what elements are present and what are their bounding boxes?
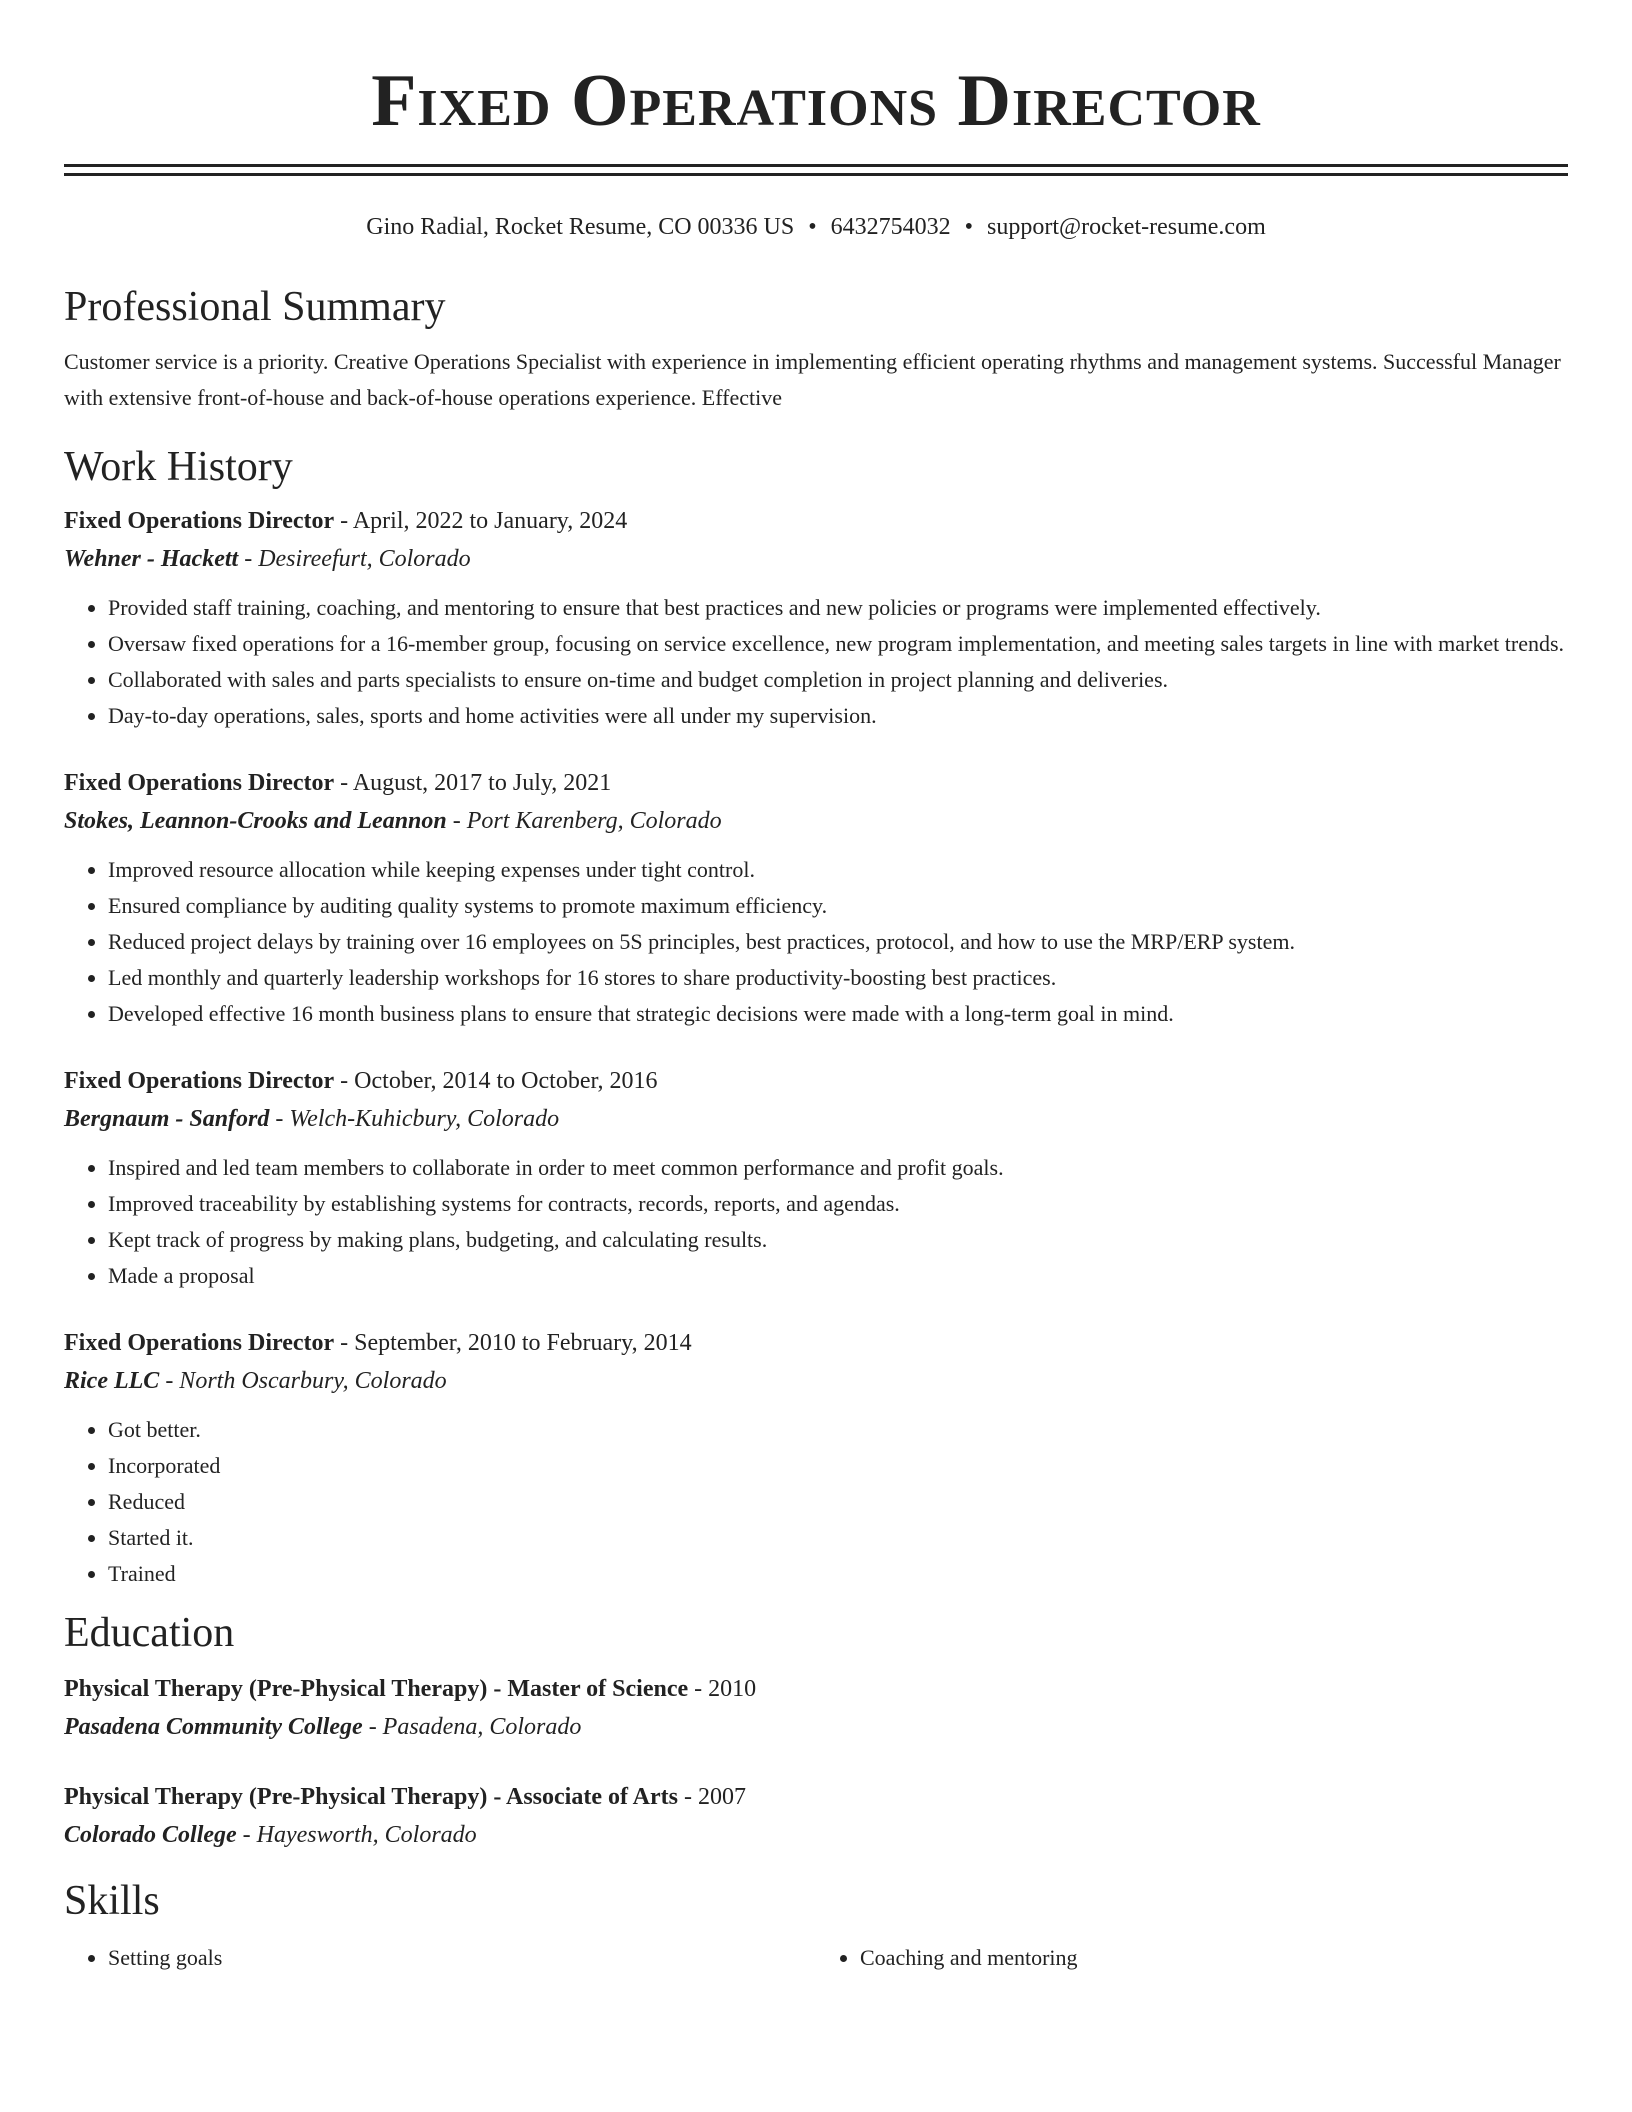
job-employer xyxy=(64,1362,1568,1400)
contact-separator: • xyxy=(964,214,974,240)
skills-columns xyxy=(64,1940,1568,1976)
job-employer xyxy=(64,540,1568,578)
skill-item: • Setting goals xyxy=(108,1940,816,1976)
job-bullets xyxy=(64,1150,1568,1294)
job-bullet: • Developed effective 16 month business plans to ensure that strategic decisions were made with a long-term goal in mind. xyxy=(108,996,1568,1032)
job-dates: - September, 2010 to February, 2014 xyxy=(334,1330,692,1356)
resume-title: Fixed Operations Director xyxy=(371,60,1261,142)
title-rule-bottom xyxy=(64,173,1568,176)
job-company: Bergnaum - Sanford xyxy=(64,1106,270,1132)
education-school-line xyxy=(64,1816,1568,1854)
job-bullet: • Got better. xyxy=(108,1412,1568,1448)
job-bullet: • Oversaw fixed operations for a 16-member group, focusing on service excellence, new program implementation, and meeting sales targets in line with market trends. xyxy=(108,626,1568,662)
education-entry xyxy=(64,1778,1568,1854)
job-bullet: • Made a proposal xyxy=(108,1258,1568,1294)
job-bullet: • Improved resource allocation while keeping expenses under tight control. xyxy=(108,852,1568,888)
job-role: Fixed Operations Director xyxy=(64,508,335,534)
education-school: Pasadena Community College xyxy=(64,1714,363,1740)
job-bullets xyxy=(64,590,1568,734)
education-location: - Hayesworth, Colorado xyxy=(236,1822,477,1848)
job-location: - Welch-Kuhicbury, Colorado xyxy=(269,1106,560,1132)
job-bullets xyxy=(64,1412,1568,1592)
job-header xyxy=(64,1324,1568,1362)
education-location: - Pasadena, Colorado xyxy=(362,1714,582,1740)
summary-heading: Professional Summary xyxy=(64,284,446,330)
job-company: Stokes, Leannon-Crooks and Leannon xyxy=(64,808,447,834)
title-rule-top xyxy=(64,164,1568,167)
job-role: Fixed Operations Director xyxy=(64,1330,335,1356)
contact-address: Gino Radial, Rocket Resume, CO 00336 US xyxy=(366,214,795,240)
education-year: - 2007 xyxy=(677,1784,746,1810)
education-entry xyxy=(64,1670,1568,1746)
contact-email: support@rocket-resume.com xyxy=(987,214,1266,240)
job-role: Fixed Operations Director xyxy=(64,1068,335,1094)
job-bullet: • Day-to-day operations, sales, sports and home activities were all under my supervision. xyxy=(108,698,1568,734)
job-company: Rice LLC xyxy=(64,1368,160,1394)
job-bullet: • Incorporated xyxy=(108,1448,1568,1484)
education-degree: Physical Therapy (Pre-Physical Therapy) - Master of Science xyxy=(64,1676,689,1702)
education-heading: Education xyxy=(64,1610,235,1656)
job-dates: - October, 2014 to October, 2016 xyxy=(334,1068,658,1094)
job-bullet: • Reduced project delays by training over 16 employees on 5S principles, best practices, protocol, and how to use the MRP/ERP system. xyxy=(108,924,1568,960)
job-bullets xyxy=(64,852,1568,1032)
education-year: - 2010 xyxy=(688,1676,757,1702)
summary-text: Customer service is a priority. Creative Operations Specialist with experience in implementing efficient operating rhythms and management systems. Successful Manager with extensive front-of-house and back-of-house operations experience. Effective xyxy=(64,349,1561,410)
job-bullet: • Trained xyxy=(108,1556,1568,1592)
skill-item: • Coaching and mentoring xyxy=(860,1940,1568,1976)
education-school-line xyxy=(64,1708,1568,1746)
job-bullet: • Inspired and led team members to collaborate in order to meet common performance and profit goals. xyxy=(108,1150,1568,1186)
job-bullet: • Reduced xyxy=(108,1484,1568,1520)
job-employer xyxy=(64,802,1568,840)
job-bullet: • Provided staff training, coaching, and mentoring to ensure that best practices and new policies or programs were implemented effectively. xyxy=(108,590,1568,626)
skills-heading: Skills xyxy=(64,1878,160,1924)
job-header xyxy=(64,502,1568,540)
skills-right-column xyxy=(816,1940,1568,1976)
job-employer xyxy=(64,1100,1568,1138)
job-entry xyxy=(64,1324,1568,1592)
job-location: - Desireefurt, Colorado xyxy=(238,546,471,572)
job-entry xyxy=(64,502,1568,734)
job-dates: - August, 2017 to July, 2021 xyxy=(334,770,612,796)
contact-line xyxy=(64,212,1568,242)
education-school: Colorado College xyxy=(64,1822,237,1848)
contact-phone: 6432754032 xyxy=(830,214,951,240)
job-location: - North Oscarbury, Colorado xyxy=(159,1368,447,1394)
work-history-heading: Work History xyxy=(64,444,293,490)
job-bullet: • Led monthly and quarterly leadership workshops for 16 stores to share productivity-boosting best practices. xyxy=(108,960,1568,996)
job-bullet: • Kept track of progress by making plans, budgeting, and calculating results. xyxy=(108,1222,1568,1258)
job-bullet: • Started it. xyxy=(108,1520,1568,1556)
job-entry xyxy=(64,764,1568,1032)
job-location: - Port Karenberg, Colorado xyxy=(446,808,722,834)
job-entry xyxy=(64,1062,1568,1294)
job-header xyxy=(64,764,1568,802)
job-dates: - April, 2022 to January, 2024 xyxy=(334,508,628,534)
skills-left-column xyxy=(64,1940,816,1976)
job-bullet: • Improved traceability by establishing systems for contracts, records, reports, and agendas. xyxy=(108,1186,1568,1222)
job-role: Fixed Operations Director xyxy=(64,770,335,796)
job-company: Wehner - Hackett xyxy=(64,546,239,572)
job-bullet: • Ensured compliance by auditing quality systems to promote maximum efficiency. xyxy=(108,888,1568,924)
contact-separator: • xyxy=(808,214,817,240)
job-header xyxy=(64,1062,1568,1100)
education-header xyxy=(64,1670,1568,1708)
job-bullet: • Collaborated with sales and parts specialists to ensure on-time and budget completion in project planning and deliveries. xyxy=(108,662,1568,698)
education-header xyxy=(64,1778,1568,1816)
education-degree: Physical Therapy (Pre-Physical Therapy) - Associate of Arts xyxy=(64,1784,678,1810)
